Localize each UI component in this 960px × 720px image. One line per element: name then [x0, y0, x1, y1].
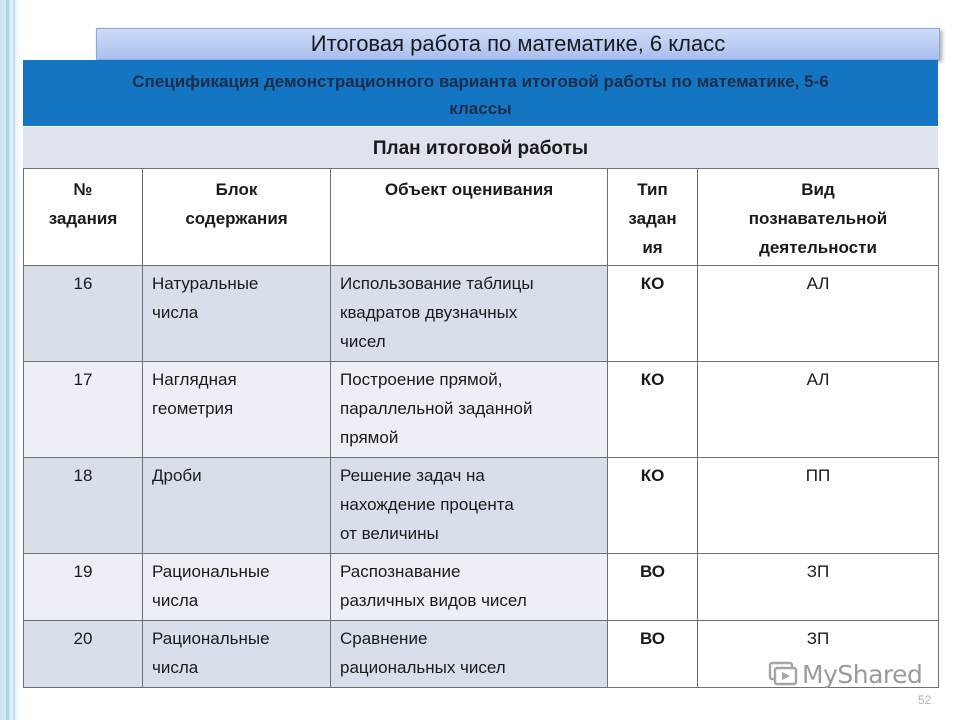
spec-text-line1: Спецификация демонстрационного варианта итоговой работы по математике, 5-6: [132, 72, 829, 91]
table-row: [24, 458, 939, 554]
task-type-cell: ВО: [608, 554, 698, 621]
content-block-cell: Натуральные числа: [143, 266, 331, 362]
content-block-cell: Рациональные числа: [143, 621, 331, 688]
table-row: [24, 554, 939, 621]
myshared-watermark: [768, 658, 922, 690]
header-assessment-object: Объект оценивания: [331, 169, 608, 266]
table-row: [24, 266, 939, 362]
table-header-row: [24, 169, 939, 266]
task-number-cell: 16: [24, 266, 143, 362]
assessment-object-cell: Построение прямой, параллельной заданной прямой: [331, 362, 608, 458]
task-type-cell: КО: [608, 362, 698, 458]
cognitive-activity-cell: АЛ: [698, 362, 939, 458]
specification-table: [23, 168, 939, 688]
myshared-logo-icon: [768, 659, 798, 689]
task-number-cell: 20: [24, 621, 143, 688]
cognitive-activity-cell: ПП: [698, 458, 939, 554]
task-number-cell: 17: [24, 362, 143, 458]
assessment-object-cell: Распознавание различных видов чисел: [331, 554, 608, 621]
specification-banner: [23, 60, 938, 126]
slide-title-bar: [96, 28, 940, 60]
spec-text-line2: классы: [449, 99, 512, 118]
content-block-cell: Дроби: [143, 458, 331, 554]
watermark-text: MyShared: [802, 659, 923, 689]
table-row: [24, 362, 939, 458]
slide-title: Итоговая работа по математике, 6 класс: [310, 31, 726, 56]
header-task-type: Тип задан ия: [608, 169, 698, 266]
task-type-cell: ВО: [608, 621, 698, 688]
header-content-block: Блок содержания: [143, 169, 331, 266]
cognitive-activity-cell: АЛ: [698, 266, 939, 362]
plan-header-bar: [23, 127, 938, 169]
assessment-object-cell: Решение задач на нахождение процента от величины: [331, 458, 608, 554]
assessment-object-cell: Использование таблицы квадратов двузначных чисел: [331, 266, 608, 362]
plan-title: План итоговой работы: [372, 138, 589, 159]
task-type-cell: КО: [608, 266, 698, 362]
assessment-object-cell: Сравнение рациональных чисел: [331, 621, 608, 688]
task-type-cell: КО: [608, 458, 698, 554]
header-task-number: № задания: [24, 169, 143, 266]
decorative-left-strip: [0, 0, 22, 720]
content-block-cell: Наглядная геометрия: [143, 362, 331, 458]
header-cognitive-activity: Вид познавательной деятельности: [698, 169, 939, 266]
task-number-cell: 19: [24, 554, 143, 621]
content-block-cell: Рациональные числа: [143, 554, 331, 621]
cognitive-activity-cell: ЗП: [698, 621, 939, 688]
cognitive-activity-cell: ЗП: [698, 554, 939, 621]
task-number-cell: 18: [24, 458, 143, 554]
page-number: 52: [918, 693, 932, 707]
